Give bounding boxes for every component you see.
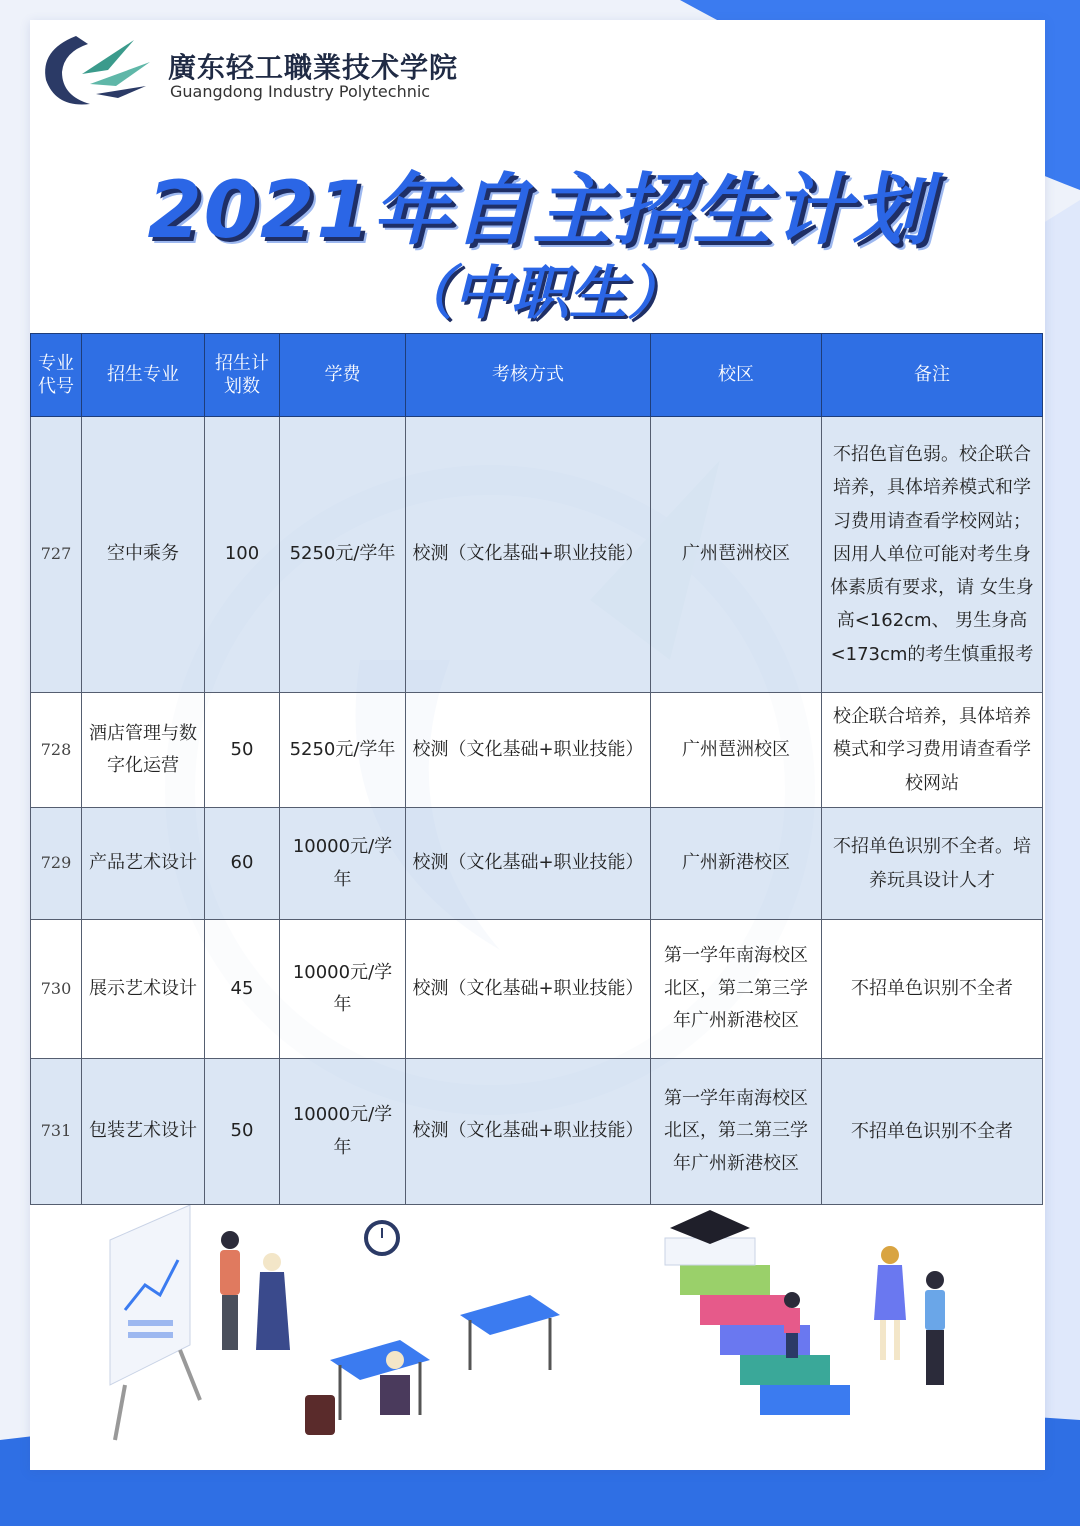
clock-icon — [366, 1222, 398, 1254]
cell-major: 产品艺术设计 — [82, 808, 205, 920]
cell-fee: 10000元/学年 — [280, 920, 406, 1059]
cell-major: 展示艺术设计 — [82, 920, 205, 1059]
desk-icon — [460, 1295, 560, 1370]
table-header-row — [31, 334, 1043, 417]
cell-code: 727 — [31, 417, 82, 693]
desk-icon — [305, 1340, 430, 1435]
cell-major: 空中乘务 — [82, 417, 205, 693]
cell-assessment: 校测（文化基础+职业技能） — [406, 693, 651, 808]
enrollment-table — [30, 333, 1042, 1205]
cell-code: 729 — [31, 808, 82, 920]
cell-quota: 50 — [205, 1059, 280, 1205]
person-figure-icon — [925, 1271, 945, 1385]
school-emblem-icon — [38, 30, 158, 110]
cell-code: 731 — [31, 1059, 82, 1205]
table-row — [31, 693, 1043, 808]
cell-major: 包装艺术设计 — [82, 1059, 205, 1205]
cell-quota: 100 — [205, 417, 280, 693]
cell-code: 728 — [31, 693, 82, 808]
student-figure-icon — [256, 1253, 290, 1350]
cell-quota: 50 — [205, 693, 280, 808]
table-row — [31, 808, 1043, 920]
cell-campus: 广州琶洲校区 — [651, 693, 822, 808]
cell-campus: 广州新港校区 — [651, 808, 822, 920]
cell-note: 不招单色识别不全者 — [822, 1059, 1043, 1205]
header-note: 备注 — [822, 334, 1043, 417]
header-code: 专业代号 — [31, 334, 82, 417]
cell-campus: 第一学年南海校区北区，第二第三学年广州新港校区 — [651, 920, 822, 1059]
header-fee: 学费 — [280, 334, 406, 417]
whiteboard-icon — [110, 1205, 200, 1440]
cell-assessment: 校测（文化基础+职业技能） — [406, 808, 651, 920]
header-assessment: 考核方式 — [406, 334, 651, 417]
books-stack-icon — [665, 1210, 850, 1415]
cell-note: 不招色盲色弱。校企联合培养，具体培养模式和学习费用请查看学校网站；因用人单位可能对考生身体素质有要求，请 女生身高<162cm、 男生身高<173cm的考生慎重报考 — [822, 417, 1043, 693]
cell-fee: 10000元/学年 — [280, 1059, 406, 1205]
cell-fee: 5250元/学年 — [280, 417, 406, 693]
cell-campus: 第一学年南海校区北区，第二第三学年广州新港校区 — [651, 1059, 822, 1205]
cell-campus: 广州琶洲校区 — [651, 417, 822, 693]
header-quota: 招生计划数 — [205, 334, 280, 417]
header-major: 招生专业 — [82, 334, 205, 417]
cell-quota: 60 — [205, 808, 280, 920]
header-campus: 校区 — [651, 334, 822, 417]
table-row — [31, 1059, 1043, 1205]
campus-illustration — [80, 1200, 980, 1460]
school-name-cn: 廣东轻工職業技术学院 — [168, 51, 459, 84]
student-climbing-icon — [784, 1292, 800, 1358]
cell-note: 不招单色识别不全者。培养玩具设计人才 — [822, 808, 1043, 920]
school-name-en: Guangdong Industry Polytechnic — [170, 82, 431, 101]
page-title: 2021年自主招生计划 — [147, 166, 933, 256]
cell-assessment: 校测（文化基础+职业技能） — [406, 1059, 651, 1205]
cell-fee: 10000元/学年 — [280, 808, 406, 920]
page-subtitle: （中职生） — [394, 259, 685, 327]
cell-assessment: 校测（文化基础+职业技能） — [406, 920, 651, 1059]
table-row — [31, 920, 1043, 1059]
table-row — [31, 417, 1043, 693]
teacher-figure-icon — [220, 1231, 240, 1350]
cell-fee: 5250元/学年 — [280, 693, 406, 808]
cell-note: 校企联合培养，具体培养模式和学习费用请查看学校网站 — [822, 693, 1043, 808]
cell-major: 酒店管理与数字化运营 — [82, 693, 205, 808]
cell-quota: 45 — [205, 920, 280, 1059]
cell-note: 不招单色识别不全者 — [822, 920, 1043, 1059]
cell-assessment: 校测（文化基础+职业技能） — [406, 417, 651, 693]
cell-code: 730 — [31, 920, 82, 1059]
school-logo — [38, 30, 458, 110]
person-figure-icon — [874, 1246, 906, 1360]
